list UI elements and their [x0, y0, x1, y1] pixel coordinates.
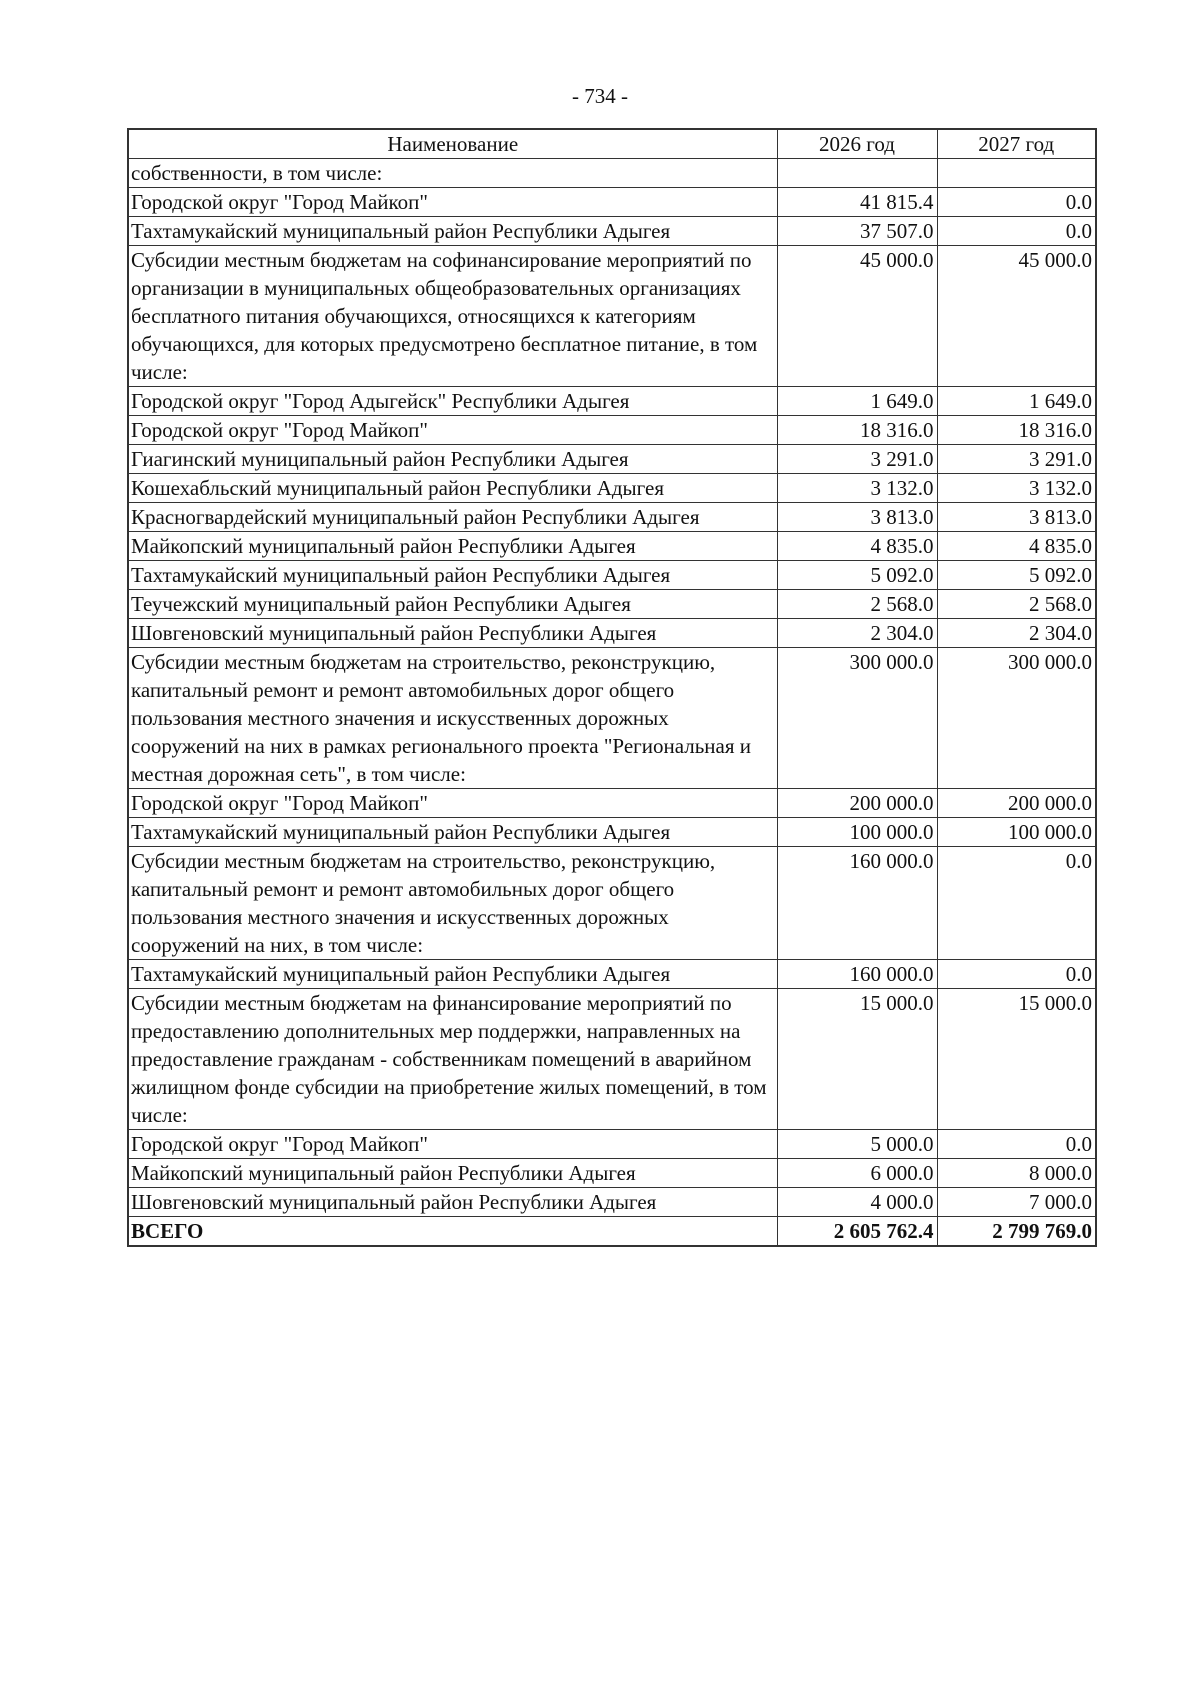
row-name: Шовгеновский муниципальный район Республики Адыгея	[128, 619, 777, 648]
row-name: Тахтамукайский муниципальный район Республики Адыгея	[128, 818, 777, 847]
table-row	[128, 246, 1096, 387]
row-value-2027: 2 304.0	[937, 619, 1096, 648]
table-row	[128, 159, 1096, 188]
table-row	[128, 474, 1096, 503]
total-value-2027: 2 799 769.0	[937, 1217, 1096, 1247]
total-row	[128, 1217, 1096, 1247]
row-value-2026: 3 132.0	[777, 474, 937, 503]
row-name: Городской округ "Город Майкоп"	[128, 188, 777, 217]
row-value-2026: 4 835.0	[777, 532, 937, 561]
row-value-2027: 0.0	[937, 960, 1096, 989]
row-value-2026: 100 000.0	[777, 818, 937, 847]
header-row	[128, 129, 1096, 159]
table-row	[128, 503, 1096, 532]
row-name: Субсидии местным бюджетам на строительство, реконструкцию, капитальный ремонт и ремонт автомобильных дорог общего пользования местного значения и искусственных дорожных сооружений на них, в том числе:	[128, 847, 777, 960]
row-value-2027: 3 813.0	[937, 503, 1096, 532]
row-value-2027: 3 132.0	[937, 474, 1096, 503]
row-value-2026: 37 507.0	[777, 217, 937, 246]
row-value-2026	[777, 159, 937, 188]
row-value-2026: 6 000.0	[777, 1159, 937, 1188]
row-name: Кошехабльский муниципальный район Республики Адыгея	[128, 474, 777, 503]
row-value-2027: 0.0	[937, 1130, 1096, 1159]
table-row	[128, 416, 1096, 445]
table-row	[128, 561, 1096, 590]
header-year-2027: 2027 год	[937, 129, 1096, 159]
row-name: Субсидии местным бюджетам на финансирование мероприятий по предоставлению дополнительных мер поддержки, направленных на предоставление гражданам - собственникам помещений в аварийном жилищном фонде субсидии на приобретение жилых помещений, в том числе:	[128, 989, 777, 1130]
page-number: - 734 -	[572, 84, 628, 108]
row-value-2026: 2 304.0	[777, 619, 937, 648]
row-name: Майкопский муниципальный район Республики Адыгея	[128, 1159, 777, 1188]
row-value-2027	[937, 159, 1096, 188]
table-row	[128, 1130, 1096, 1159]
row-value-2027: 18 316.0	[937, 416, 1096, 445]
row-value-2026: 200 000.0	[777, 789, 937, 818]
row-value-2026: 3 291.0	[777, 445, 937, 474]
row-name: Гиагинский муниципальный район Республики Адыгея	[128, 445, 777, 474]
row-name: Городской округ "Город Майкоп"	[128, 416, 777, 445]
table-row	[128, 1159, 1096, 1188]
row-name: Тахтамукайский муниципальный район Республики Адыгея	[128, 561, 777, 590]
row-value-2027: 1 649.0	[937, 387, 1096, 416]
row-name: Субсидии местным бюджетам на строительство, реконструкцию, капитальный ремонт и ремонт автомобильных дорог общего пользования местного значения и искусственных дорожных сооружений на них в рамках регионального проекта "Региональная и местная дорожная сеть", в том числе:	[128, 648, 777, 789]
header-year-2026: 2026 год	[777, 129, 937, 159]
row-value-2026: 1 649.0	[777, 387, 937, 416]
table-row	[128, 1188, 1096, 1217]
table-row	[128, 445, 1096, 474]
table-row	[128, 847, 1096, 960]
table-row	[128, 619, 1096, 648]
row-value-2027: 2 568.0	[937, 590, 1096, 619]
row-value-2027: 7 000.0	[937, 1188, 1096, 1217]
row-value-2027: 0.0	[937, 217, 1096, 246]
row-value-2027: 8 000.0	[937, 1159, 1096, 1188]
row-value-2027: 15 000.0	[937, 989, 1096, 1130]
row-value-2027: 100 000.0	[937, 818, 1096, 847]
table-row	[128, 818, 1096, 847]
row-name: собственности, в том числе:	[128, 159, 777, 188]
row-value-2026: 300 000.0	[777, 648, 937, 789]
row-name: Тахтамукайский муниципальный район Республики Адыгея	[128, 217, 777, 246]
table-row	[128, 188, 1096, 217]
row-value-2027: 5 092.0	[937, 561, 1096, 590]
row-value-2027: 300 000.0	[937, 648, 1096, 789]
row-value-2026: 3 813.0	[777, 503, 937, 532]
table-header	[128, 129, 1096, 159]
row-value-2027: 0.0	[937, 188, 1096, 217]
table-row	[128, 387, 1096, 416]
table-row	[128, 648, 1096, 789]
row-name: Тахтамукайский муниципальный район Республики Адыгея	[128, 960, 777, 989]
row-name: Теучежский муниципальный район Республики Адыгея	[128, 590, 777, 619]
table-body	[128, 159, 1096, 1247]
row-name: Майкопский муниципальный район Республики Адыгея	[128, 532, 777, 561]
total-label: ВСЕГО	[128, 1217, 777, 1247]
row-value-2027: 200 000.0	[937, 789, 1096, 818]
table-row	[128, 960, 1096, 989]
row-value-2026: 45 000.0	[777, 246, 937, 387]
row-value-2027: 45 000.0	[937, 246, 1096, 387]
row-value-2026: 4 000.0	[777, 1188, 937, 1217]
row-value-2026: 160 000.0	[777, 847, 937, 960]
row-name: Субсидии местным бюджетам на софинансирование мероприятий по организации в муниципальных общеобразовательных организациях бесплатного питания обучающихся, относящихся к категориям обучающихся, для которых предусмотрено бесплатное питание, в том числе:	[128, 246, 777, 387]
table-row	[128, 217, 1096, 246]
row-value-2026: 15 000.0	[777, 989, 937, 1130]
row-name: Красногвардейский муниципальный район Республики Адыгея	[128, 503, 777, 532]
row-name: Шовгеновский муниципальный район Республики Адыгея	[128, 1188, 777, 1217]
budget-table	[127, 128, 1097, 1247]
total-value-2026: 2 605 762.4	[777, 1217, 937, 1247]
table-row	[128, 532, 1096, 561]
row-value-2026: 5 092.0	[777, 561, 937, 590]
row-value-2026: 18 316.0	[777, 416, 937, 445]
row-value-2026: 5 000.0	[777, 1130, 937, 1159]
row-name: Городской округ "Город Адыгейск" Республики Адыгея	[128, 387, 777, 416]
row-value-2027: 4 835.0	[937, 532, 1096, 561]
table-row	[128, 789, 1096, 818]
row-value-2026: 160 000.0	[777, 960, 937, 989]
header-name: Наименование	[128, 129, 777, 159]
row-value-2026: 41 815.4	[777, 188, 937, 217]
table-row	[128, 590, 1096, 619]
row-value-2027: 3 291.0	[937, 445, 1096, 474]
row-value-2027: 0.0	[937, 847, 1096, 960]
row-name: Городской округ "Город Майкоп"	[128, 1130, 777, 1159]
table-row	[128, 989, 1096, 1130]
row-value-2026: 2 568.0	[777, 590, 937, 619]
row-name: Городской округ "Город Майкоп"	[128, 789, 777, 818]
